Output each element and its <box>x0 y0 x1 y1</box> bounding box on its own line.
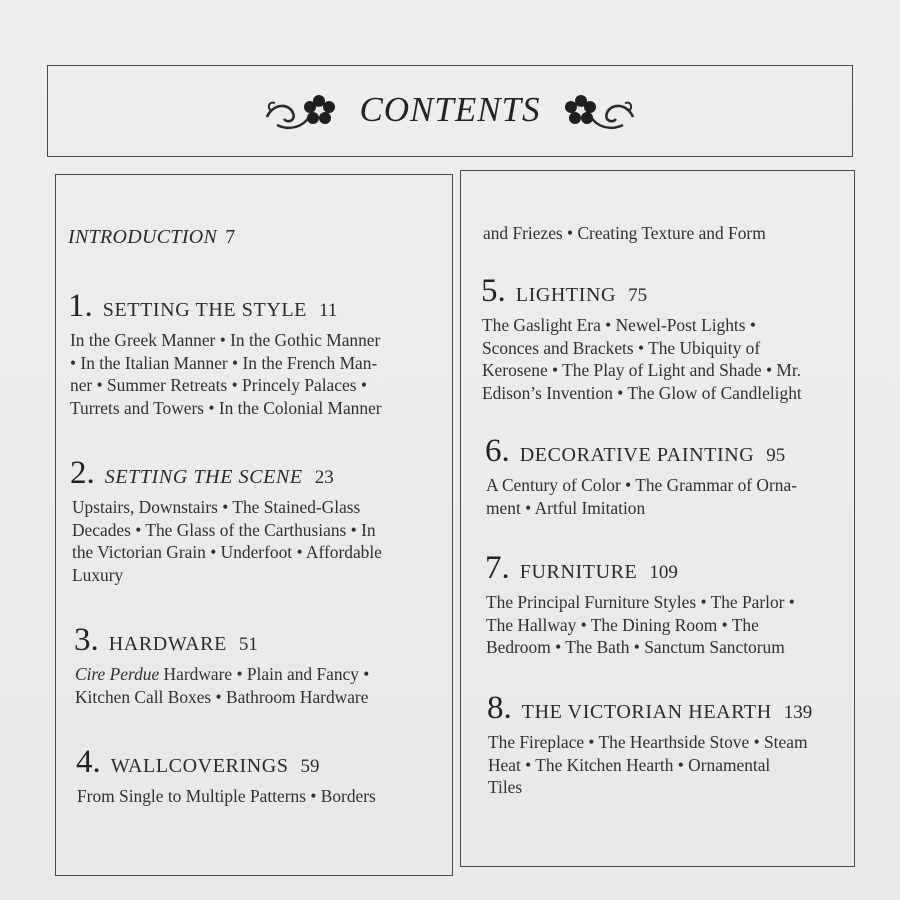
chapter-title: SETTING THE STYLE <box>102 299 308 321</box>
subtopic-line: Heat • The Kitchen Hearth • Ornamental <box>488 754 771 775</box>
subtopic-line: A Century of Color • The Grammar of Orna- <box>486 475 797 495</box>
chapter-number: 5. <box>481 273 506 309</box>
subtopic-text: Hardware • Plain and Fancy • <box>159 664 370 684</box>
subtopic-line: the Victorian Grain • Underfoot • Affordable <box>72 542 382 563</box>
chapter-8-entry <box>487 690 812 799</box>
chapter-number: 6. <box>485 433 510 469</box>
subtopic-line: Upstairs, Downstairs • The Stained-Glass <box>72 497 361 517</box>
chapter-title: HARDWARE <box>108 633 227 655</box>
subtopic-line: The Fireplace • The Hearthside Stove • Steam <box>488 732 808 752</box>
introduction-entry <box>68 226 236 249</box>
chapter-title: WALLCOVERINGS <box>110 755 289 777</box>
chapter-page: 59 <box>300 756 320 777</box>
chapter-number: 7. <box>485 550 510 586</box>
subtopic-line: Kitchen Call Boxes • Bathroom Hardware <box>75 686 369 707</box>
chapter-number: 3. <box>74 622 99 658</box>
floral-ornament-left-icon <box>263 87 341 133</box>
chapter-1-entry <box>68 288 382 419</box>
chapter-subtopics <box>486 591 795 659</box>
chapter-subtopics <box>77 785 376 808</box>
chapter-subtopics <box>75 663 369 708</box>
subtopic-line: Sconces and Brackets • The Ubiquity of <box>482 337 761 358</box>
subtopic-line: • In the Italian Manner • In the French Man- <box>70 352 378 373</box>
contents-header-box <box>47 65 853 157</box>
chapter-subtopics <box>482 314 802 404</box>
continued-subtopics: and Friezes • Creating Texture and Form <box>483 223 766 243</box>
chapter-number: 4. <box>76 744 101 780</box>
subtopic-line: Bedroom • The Bath • Sanctum Sanctorum <box>486 637 785 658</box>
subtopic-line: Kerosene • The Play of Light and Shade • Mr. <box>482 360 802 381</box>
chapter-number: 8. <box>487 690 512 726</box>
chapter-number: 1. <box>68 288 93 324</box>
chapter-title: THE VICTORIAN HEARTH <box>521 701 772 723</box>
subtopic-line: The Gaslight Era • Newel-Post Lights • <box>482 315 756 335</box>
chapter-title: DECORATIVE PAINTING <box>519 444 755 466</box>
chapter-4-entry <box>76 744 376 808</box>
introduction-page: 7 <box>225 226 236 248</box>
subtopic-line: Luxury <box>72 564 124 585</box>
chapter-6-entry <box>485 433 797 519</box>
floral-ornament-right-icon <box>559 87 637 133</box>
chapter-subtopics <box>488 731 812 799</box>
chapter-subtopics <box>486 474 797 519</box>
subtopic-line <box>75 663 369 686</box>
subtopic-line: ner • Summer Retreats • Princely Palaces • <box>70 375 367 396</box>
chapter-title: SETTING THE SCENE <box>104 466 303 488</box>
chapter-page: 95 <box>766 445 786 466</box>
chapter-7-entry <box>485 550 795 659</box>
subtopic-line: In the Greek Manner • In the Gothic Manner <box>70 330 381 350</box>
subtopic-line: Edison’s Invention • The Glow of Candlelight <box>482 382 802 403</box>
subtopic-line: ment • Artful Imitation <box>486 497 646 518</box>
subtopic-line: The Hallway • The Dining Room • The <box>486 614 759 635</box>
chapter-2-entry <box>70 455 382 586</box>
subtopic-line: Decades • The Glass of the Carthusians • In <box>72 519 376 540</box>
page-title: CONTENTS <box>359 90 541 129</box>
chapter-page: 11 <box>319 300 338 321</box>
chapter-page: 75 <box>628 285 648 306</box>
italic-phrase: Cire Perdue <box>75 664 160 684</box>
chapter-page: 109 <box>649 562 678 583</box>
chapter-page: 51 <box>238 634 258 655</box>
chapter-3-entry <box>74 622 369 708</box>
chapter-subtopics <box>70 329 382 419</box>
chapter-subtopics <box>72 496 382 586</box>
chapter-title: LIGHTING <box>515 284 617 306</box>
chapter-number: 2. <box>70 455 95 491</box>
chapter-page: 139 <box>783 702 813 723</box>
introduction-label: INTRODUCTION <box>68 226 218 248</box>
subtopic-line: Turrets and Towers • In the Colonial Manner <box>70 397 382 418</box>
chapter-5-entry <box>481 273 802 404</box>
subtopic-line: Tiles <box>488 777 523 798</box>
chapter-page: 23 <box>314 467 334 488</box>
subtopic-line: The Principal Furniture Styles • The Parlor • <box>486 592 795 612</box>
subtopic-line: From Single to Multiple Patterns • Borders <box>77 786 376 806</box>
chapter-title: FURNITURE <box>519 561 638 583</box>
